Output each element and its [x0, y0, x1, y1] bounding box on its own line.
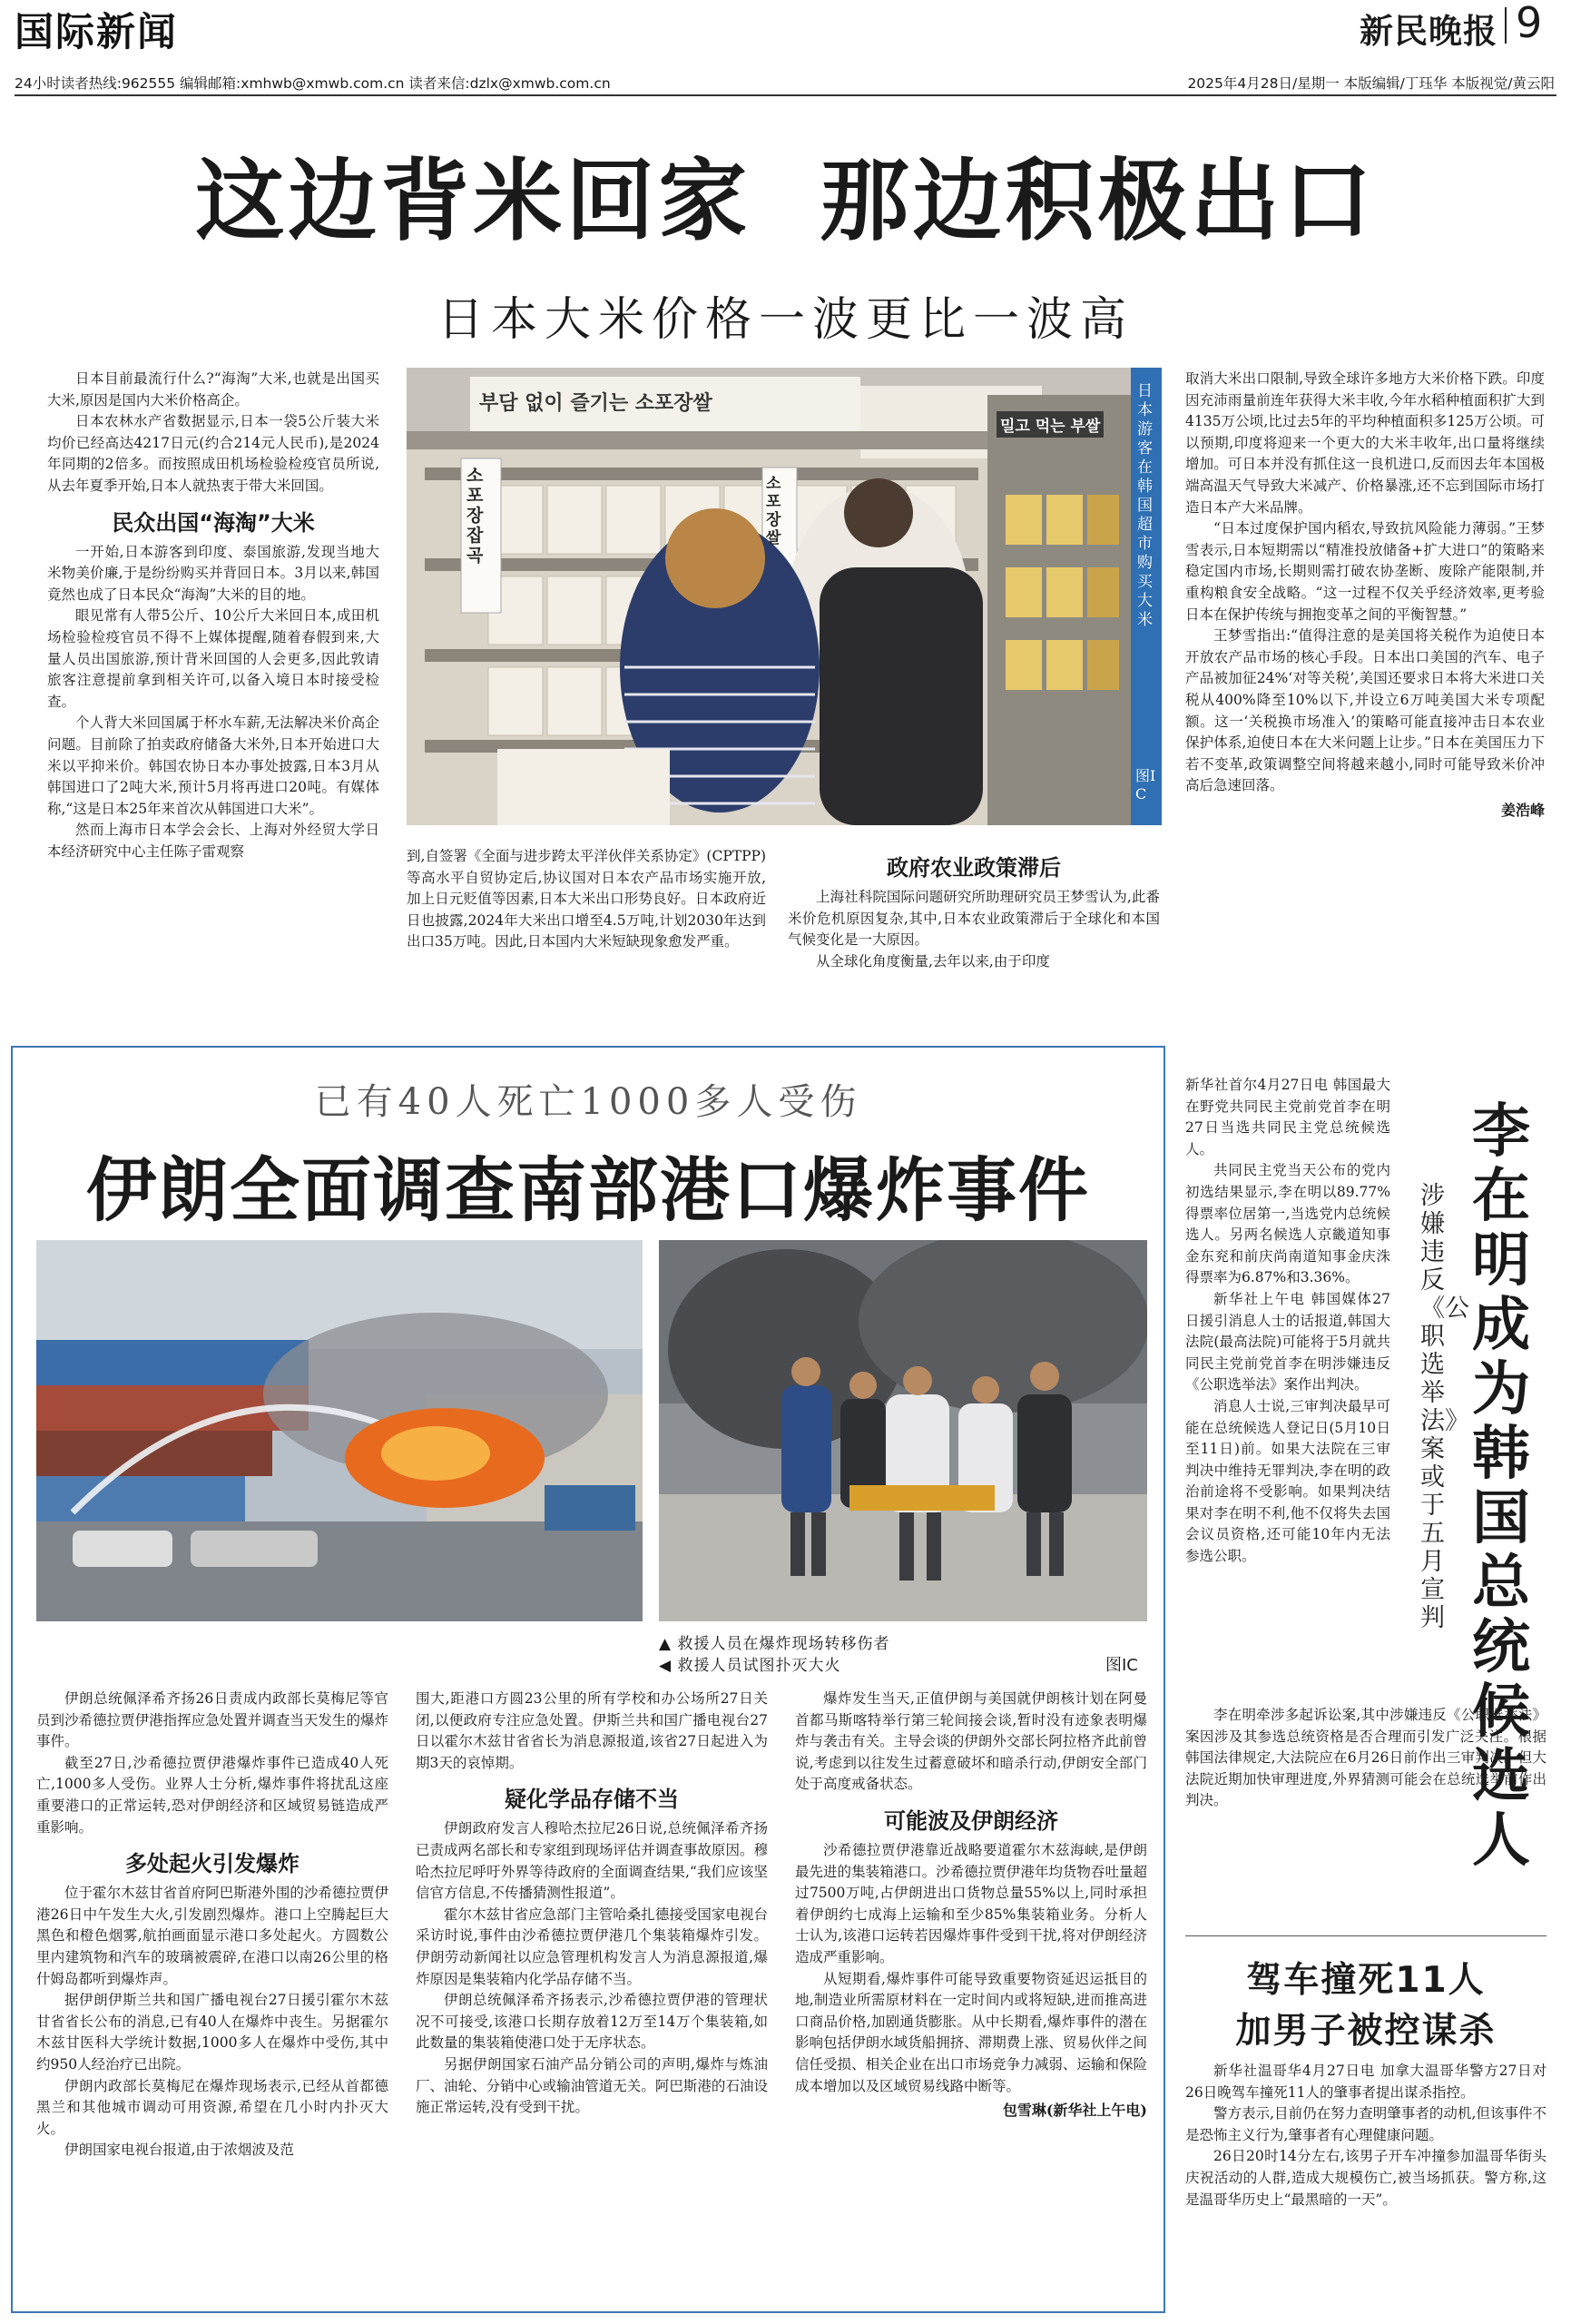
- rice-photo-sign-right: 밀고 먹는 부쌀: [997, 411, 1104, 438]
- date-line: 2025年4月28日/星期一 本版编辑/丁珏华 本版视觉/黄云阳: [1187, 75, 1555, 92]
- rescue-photo-graphic: [659, 1240, 1147, 1621]
- iran-column-1: [36, 1689, 388, 2162]
- page-number: 9: [1516, 0, 1543, 47]
- paragraph: 伊朗总统佩泽希齐扬表示,沙希德拉贾伊港的管理状况不可接受,该港口长期存放着12万至14万个集装箱,如此数量的集装箱使港口处于无序状态。: [416, 1992, 768, 2052]
- iran-kicker: 已有40人死亡1000多人受伤: [314, 1081, 862, 1123]
- iran-fire-photo: [36, 1240, 643, 1621]
- iran-headline: 伊朗全面调查南部港口爆炸事件: [86, 1151, 1090, 1232]
- paragraph: 共同民主党当天公布的党内初选结果显示,李在明以89.77%得票率位居第一,当选党内总统候选人。另两名候选人京畿道知事金东兖和前庆尚南道知事金庆洙得票率为6.87%和3.36%。: [1185, 1162, 1390, 1286]
- rice-photo-sign-top: 부담 없이 즐기는 소포장쌀: [479, 392, 712, 415]
- paragraph: 新华社温哥华4月27日电 加拿大温哥华警方27日对26日晚驾车撞死11人的肇事者提出谋杀指控。: [1185, 2063, 1546, 2101]
- paragraph: 围大,距港口方圆23公里的所有学校和办公场所27日关闭,以便政府专注应急处置。伊斯兰共和国广播电视台27日以霍尔木兹甘省省长为消息源报道,该省27日起进入为期3天的哀悼期。: [416, 1690, 768, 1771]
- paragraph: 另据伊朗国家石油产品分销公司的声明,爆炸与炼油厂、油轮、分销中心或输油管道无关。阿巴斯港的石油设施正常运转,没有受到干扰。: [416, 2055, 768, 2116]
- paragraph: 伊朗内政部长莫梅尼在爆炸现场表示,已经从首都德黑兰和其他城市调动可用资源,希望在几小时内扑灭大火。: [36, 2077, 388, 2137]
- paragraph: 位于霍尔木兹甘省首府阿巴斯港外围的沙希德拉贾伊港26日中午发生大火,引发剧烈爆炸。港口上空腾起巨大黑色和橙色烟雾,航拍画面显示港口多处起火。方圆数公里内建筑物和汽车的玻璃被震碎,在港口以南26公里的格什姆岛都听到爆炸声。: [36, 1885, 388, 1987]
- iran-column-3: [795, 1689, 1147, 2120]
- korea-column: [1185, 1075, 1390, 1568]
- iran-photo-credit: 图IC: [1105, 1656, 1138, 1675]
- paragraph: 个人背大米回国属于杯水车薪,无法解决米价高企问题。目前除了拍卖政府储备大米外,日本开始进口大米以平抑米价。韩国农协日本办事处披露,日本3月从韩国进口了2吨大米,预计5月将再进口20吨。有媒体称,“这是日本25年来首次从韩国进口大米”。: [47, 714, 379, 817]
- iran-rescue-photo: [659, 1240, 1147, 1621]
- paragraph: 警方表示,目前仍在努力查明肇事者的动机,但该事件不是恐怖主义行为,肇事者有心理健康问题。: [1185, 2105, 1546, 2143]
- paragraph: 取消大米出口限制,导致全球许多地方大米价格下跌。印度因充沛雨量前连年获得大米丰收,今年水稻种植面积扩大到4135万公顷,比过去5年的平均种植面积多125万公顷。可以预期,印度将迎来一个更大的大米丰收年,出口量将继续增加。可日本并没有抓住这一良机进口,反而因去年本国极端高温天气导致大米减产、价格暴涨,还不忘到国际市场打造日本产大米品牌。: [1185, 370, 1545, 516]
- iran-author: 包雪琳(新华社上午电): [1002, 2102, 1147, 2120]
- rice-column-4: [1185, 369, 1545, 820]
- paragraph: 李在明牵涉多起诉讼案,其中涉嫌违反《公职选举法》案因涉及其参选总统资格是否合理而引发广泛关注。根据韩国法律规定,大法院应在6月26日前作出三审判决。但大法院近期加快审理进度,外界猜测可能会在总统选举前作出判决。: [1185, 1707, 1546, 1809]
- page-number-divider: [1505, 7, 1507, 44]
- paragraph: 截至27日,沙希德拉贾伊港爆炸事件已造成40人死亡,1000多人受伤。业界人士分析,爆炸事件将扰乱这座重要港口的正常运转,恐对伊朗经济和区域贸易链造成严重影响。: [36, 1754, 388, 1836]
- iran-subhead-1: 多处起火引发爆炸: [125, 1851, 299, 1877]
- hotline-line: 24小时读者热线:962555 编辑邮箱:xmhwb@xmwb.com.cn 读者来信:dzlx@xmwb.com.cn: [15, 75, 611, 92]
- paragraph: 爆炸发生当天,正值伊朗与美国就伊朗核计划在阿曼首都马斯喀特举行第三轮间接会谈,暂时没有迹象表明爆炸与袭击有关。主导会谈的伊朗外交部长阿拉格齐此前曾说,考虑到以往发生过蓄意破坏和暗杀行动,伊朗安全部门处于高度戒备状态。: [795, 1690, 1147, 1793]
- rice-photo-sign-left: 소포장 잡곡: [466, 466, 484, 566]
- paragraph: 从短期看,爆炸事件可能导致重要物资延迟运抵目的地,制造业所需原材料在一定时间内或将短缺,进而推高进口商品价格,加剧通货膨胀。从中长期看,爆炸事件的潜在影响包括伊朗水域货船拥挤、滞期费上涨、贸易伙伴之间信任受损、相关企业在出口市场竞争力减弱、运输和保险成本增加以及区域贸易线路中断等。: [795, 1970, 1147, 2094]
- masthead-rule: [15, 94, 1556, 96]
- paragraph: 据伊朗伊斯兰共和国广播电视台27日援引霍尔木兹甘省省长公布的消息,已有40人在爆炸中丧生。另据霍尔木兹甘医科大学统计数据,1000多人在爆炸中受伤,其中约950人经治疗已出院。: [36, 1992, 388, 2073]
- paragraph: 消息人士说,三审判决最早可能在总统候选人登记日(5月10日至11日)前。如果大法院在三审判决中维持无罪判决,李在明的政治前途将不受影响。如果判决结果对李在明不利,他不仅将失去国会议员资格,还可能10年内无法参选公职。: [1185, 1397, 1390, 1565]
- rice-photo-caption-band: [1131, 368, 1162, 825]
- rice-subhead-1: 民众出国“海淘”大米: [112, 509, 315, 536]
- paragraph: 沙希德拉贾伊港靠近战略要道霍尔木兹海峡,是伊朗最先进的集装箱港口。沙希德拉贾伊港年均货物吞吐量超过7500万吨,占伊朗进出口货物总量55%以上,同时承担着伊朗约七成海上运输和至少85%集装箱业务。分析人士认为,该港口运转若因爆炸事件受到干扰,将对伊朗经济造成严重影响。: [795, 1841, 1147, 1965]
- paragraph: 新华社上午电 韩国媒体27日援引消息人士的话报道,韩国大法院(最高法院)可能将于5月就共同民主党前党首李在明涉嫌违反《公职选举法》案作出判决。: [1185, 1290, 1390, 1393]
- fire-photo-graphic: [36, 1240, 643, 1621]
- section-title: 国际新闻: [15, 10, 178, 55]
- paragraph: “日本过度保护国内稻农,导致抗风险能力薄弱。”王梦雪表示,日本短期需以“精准投放储备+扩大进口”的策略来稳定国内市场,长期则需打破农协垄断、废除产能限制,并重构粮食安全战略。“这一过程不仅关乎经济效率,更考验日本在保护传统与拥抱变革之间的平衡智慧。”: [1185, 520, 1545, 623]
- paragraph: 新华社首尔4月27日电 韩国最大在野党共同民主党前党首李在明27日当选共同民主党总统候选人。: [1185, 1077, 1390, 1157]
- canada-column: [1185, 2061, 1546, 2211]
- rice-headline: 这边背米回家 那边积极出口: [195, 150, 1376, 253]
- korea-subhead: 涉嫌违反《公职选举法》案或于五月宣判: [1420, 1182, 1469, 1632]
- paragraph: 到,自签署《全面与进步跨太平洋伙伴关系协定》(CPTPP)等高水平自贸协定后,协议国对日本农产品市场实施开放,加上日元贬值等因素,日本大米出口形势良好。日本政府近日也披露,2024年大米出口增至4.5万吨,计划2030年达到出口35万吨。因此,日本国内大米短缺现象愈发严重。: [407, 848, 767, 950]
- paragraph: 霍尔木兹甘省应急部门主管哈桑扎德接受国家电视台采访时说,事件由沙希德拉贾伊港几个集装箱爆炸引发。伊朗劳动新闻社以应急管理机构发言人为消息源报道,爆炸原因是集装箱内化学品存储不当。: [416, 1905, 768, 1987]
- rice-subhead-2: 政府农业政策滞后: [887, 855, 1061, 881]
- paragraph: 眼见常有人带5公斤、10公斤大米回日本,成田机场检验检疫官员不得不上媒体提醒,随着春假到来,大量人员出国旅游,预计背米回国的人会更多,因此敦请旅客注意提前拿到相关许可,以备入境日本时接受检查。: [47, 607, 379, 710]
- korea-headline: 李在明成为韩国总统候选人: [1472, 1098, 1530, 1875]
- paragraph: 伊朗国家电视台报道,由于浓烟波及范: [64, 2142, 294, 2159]
- rice-photo-caption: 日本游客在韩国超市购买大米: [1137, 382, 1153, 629]
- rice-column-2: [407, 846, 766, 953]
- newspaper-logo: 新民晚报: [1360, 11, 1497, 51]
- rice-photo-sign-mid: 소포장쌀: [766, 475, 781, 547]
- paragraph: 日本农林水产省数据显示,日本一袋5公斤装大米均价已经高达4217日元(约合214元人民币),是2024年同期的2倍多。而按照成田机场检验检疫官员所说,从去年夏季开始,日本人就热衷于带大米回国。: [47, 413, 379, 494]
- canada-top-rule: [1185, 1935, 1546, 1936]
- canada-headline-2: 加男子被控谋杀: [1235, 2011, 1497, 2052]
- paragraph: 26日20时14分左右,该男子开车冲撞参加温哥华街头庆祝活动的人群,造成大规模伤亡,被当场抓获。警方称,这是温哥华历史上“最黑暗的一天”。: [1185, 2148, 1546, 2208]
- paragraph: 上海社科院国际问题研究所助理研究员王梦雪认为,此番米价危机原因复杂,其中,日本农业政策滞后于全球化和本国气候变化是一大原因。: [788, 889, 1160, 949]
- paragraph: 伊朗政府发言人穆哈杰拉尼26日说,总统佩泽希齐扬已责成两名部长和专家组到现场评估并调查事故原因。穆哈杰拉尼呼吁外界等待政府的全面调查结果,“我们应该坚信官方信息,不传播猜测性报道”。: [416, 1820, 768, 1902]
- rice-subhead: 日本大米价格一波更比一波高: [437, 293, 1134, 347]
- rice-column-3: [788, 842, 1160, 972]
- rice-photo-credit: 图IC: [1135, 767, 1156, 803]
- iran-subhead-2: 疑化学品存储不当: [505, 1787, 679, 1813]
- paragraph: 从全球化角度衡量,去年以来,由于印度: [816, 952, 1050, 970]
- paragraph: 王梦雪指出:“值得注意的是美国将关税作为迫使日本开放农产品市场的核心手段。日本出口美国的汽车、电子产品被加征24%‘对等关税’,美国还要求日本将大米进口关税从400%降至10%以下,并设立6万吨美国大米专项配额。这一‘关税换市场准入’的策略可能直接冲击日本农业保护体系,迫使日本在大米问题上让步。”日本在美国压力下若不变革,政策调整空间将越来越小,同时可能导致米价冲高后急速回落。: [1185, 627, 1545, 794]
- rice-author: 姜浩峰: [1500, 801, 1545, 819]
- iran-photo-caption-2: ◀ 救援人员试图扑灭大火: [659, 1657, 841, 1675]
- canada-headline-1: 驾车撞死11人: [1246, 1960, 1486, 2001]
- iran-photo-caption-1: ▲ 救援人员在爆炸现场转移伤者: [659, 1635, 890, 1653]
- paragraph: 一开始,日本游客到印度、泰国旅游,发现当地大米物美价廉,于是纷纷购买并背回日本。3月以来,韩国竟然也成了日本民众“海淘”大米的目的地。: [47, 543, 379, 603]
- paragraph: 日本目前最流行什么?“海淘”大米,也就是出国买大米,原因是国内大米价格高企。: [47, 370, 379, 409]
- iran-subhead-3: 可能波及伊朗经济: [884, 1807, 1058, 1834]
- iran-column-2: [416, 1689, 768, 2119]
- paragraph: 然而上海市日本学会会长、上海对外经贸大学日本经济研究中心主任陈子雷观察: [47, 822, 379, 860]
- rice-supermarket-photo: [407, 368, 1131, 825]
- rice-column-1: [47, 369, 379, 862]
- paragraph: 伊朗总统佩泽希齐扬26日责成内政部长莫梅尼等官员到沙希德拉贾伊港指挥应急处置并调查当天发生的爆炸事件。: [36, 1690, 388, 1750]
